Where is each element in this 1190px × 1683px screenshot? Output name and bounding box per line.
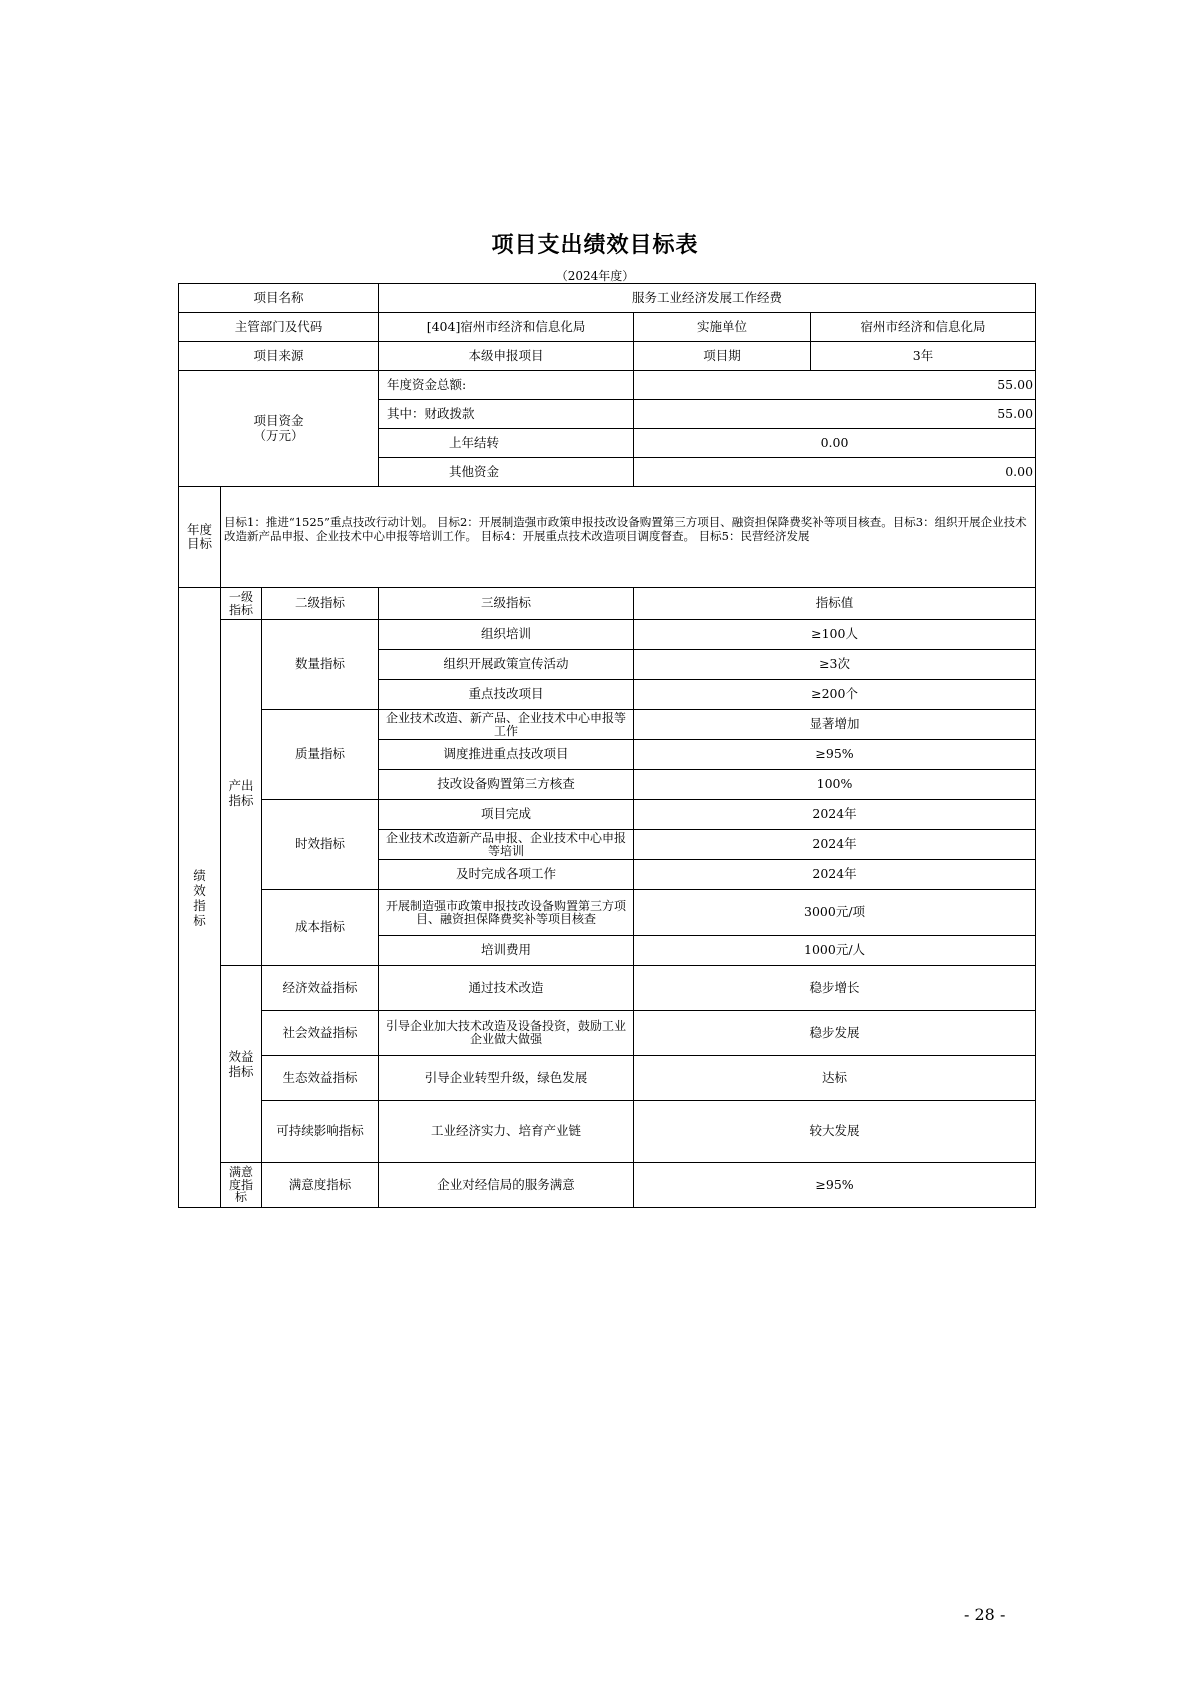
indicator-name: 引导企业加大技术改造及设备投资，鼓励工业企业做大做强 [379,1011,634,1056]
fund-row-label: 年度资金总额: [379,371,634,400]
dept-label: 主管部门及代码 [179,313,379,342]
fund-row-label: 其他资金 [379,458,634,487]
indicator-value: 100% [634,770,1036,800]
indicator-row [179,966,1036,1011]
fund-row-label: 其中：财政拨款 [379,400,634,429]
row-department [179,313,1036,342]
indicator-name: 技改设备购置第三方核查 [379,770,634,800]
annual-goal-label: 年度 目标 [179,487,221,588]
fund-row-value: 55.00 [634,371,1036,400]
header-level3: 三级指标 [379,588,634,620]
project-name-value: 服务工业经济发展工作经费 [379,284,1036,313]
fund-row-label: 上年结转 [379,429,634,458]
page-title: 项目支出绩效目标表 [491,232,699,258]
quantity-indicator-label: 数量指标 [262,620,379,710]
indicator-value: 达标 [634,1056,1036,1101]
indicator-value: ≥95% [634,1163,1036,1208]
indicator-row [179,710,1036,740]
indicator-value: 2024年 [634,860,1036,890]
row-source [179,342,1036,371]
indicator-name: 培训费用 [379,936,634,966]
indicator-value: ≥3次 [634,650,1036,680]
benefit-level2: 经济效益指标 [262,966,379,1011]
indicator-name: 通过技术改造 [379,966,634,1011]
cost-indicator-label: 成本指标 [262,890,379,966]
indicator-value: 3000元/项 [634,890,1036,936]
output-indicator-label: 产出 指标 [221,620,262,966]
year-label: （2024年度） [555,269,635,283]
indicator-name: 及时完成各项工作 [379,860,634,890]
indicator-row [179,890,1036,936]
header-value: 指标值 [634,588,1036,620]
indicator-name: 开展制造强市政策申报技改设备购置第三方项目、融资担保降费奖补等项目核查 [379,890,634,936]
indicators-section-label: 绩 效 指 标 [179,588,221,1208]
indicator-row [179,1163,1036,1208]
indicator-value: 2024年 [634,800,1036,830]
indicator-row [179,800,1036,830]
indicator-value: 稳步发展 [634,1011,1036,1056]
indicator-value: 稳步增长 [634,966,1036,1011]
fund-row-value: 0.00 [634,429,1036,458]
satisfaction-indicator-label: 满意 度指 标 [221,1163,262,1208]
indicator-row [179,1011,1036,1056]
row-project-name [179,284,1036,313]
satisfaction-level2: 满意度指标 [262,1163,379,1208]
period-value: 3年 [811,342,1036,371]
project-name-label: 项目名称 [179,284,379,313]
indicator-value: ≥100人 [634,620,1036,650]
impl-unit-label: 实施单位 [634,313,811,342]
benefit-level2: 可持续影响指标 [262,1101,379,1163]
period-label: 项目期 [634,342,811,371]
indicator-name: 企业技术改造、新产品、企业技术中心申报等工作 [379,710,634,740]
indicator-name: 组织培训 [379,620,634,650]
indicator-name: 项目完成 [379,800,634,830]
indicator-value: ≥95% [634,740,1036,770]
indicator-name: 工业经济实力、培育产业链 [379,1101,634,1163]
performance-target-table [178,283,1036,1208]
dept-value: [404]宿州市经济和信息化局 [379,313,634,342]
impl-unit-value: 宿州市经济和信息化局 [811,313,1036,342]
indicator-name: 企业技术改造新产品申报、企业技术中心申报等培训 [379,830,634,860]
indicator-row [179,1056,1036,1101]
indicator-value: 较大发展 [634,1101,1036,1163]
indicator-header-row [179,588,1036,620]
quality-indicator-label: 质量指标 [262,710,379,800]
indicator-value: 1000元/人 [634,936,1036,966]
benefit-indicator-label: 效益 指标 [221,966,262,1163]
annual-goal-text: 目标1：推进“1525”重点技改行动计划。 目标2：开展制造强市政策申报技改设备购置第三方项目、融资担保降费奖补等项目核查。目标3：组织开展企业技术改造新产品申报、企业技术中心申报等培训工作。 目标4：开展重点技术改造项目调度督查。 目标5：民营经济发展 [221,487,1036,588]
fund-row-value: 55.00 [634,400,1036,429]
indicator-name: 引导企业转型升级，绿色发展 [379,1056,634,1101]
indicator-value: 显著增加 [634,710,1036,740]
indicator-row [179,620,1036,650]
source-value: 本级申报项目 [379,342,634,371]
page-number: - 28 - [964,1605,1006,1624]
indicator-row [179,1101,1036,1163]
indicator-name: 重点技改项目 [379,680,634,710]
source-label: 项目来源 [179,342,379,371]
row-annual-goal [179,487,1036,588]
fund-row [179,371,1036,400]
funds-label: 项目资金 （万元） [179,371,379,487]
timeliness-indicator-label: 时效指标 [262,800,379,890]
indicator-name: 调度推进重点技改项目 [379,740,634,770]
indicator-value: ≥200个 [634,680,1036,710]
indicator-name: 组织开展政策宣传活动 [379,650,634,680]
header-level1: 一级 指标 [221,588,262,620]
benefit-level2: 社会效益指标 [262,1011,379,1056]
header-level2: 二级指标 [262,588,379,620]
fund-row-value: 0.00 [634,458,1036,487]
indicator-value: 2024年 [634,830,1036,860]
benefit-level2: 生态效益指标 [262,1056,379,1101]
indicator-name: 企业对经信局的服务满意 [379,1163,634,1208]
